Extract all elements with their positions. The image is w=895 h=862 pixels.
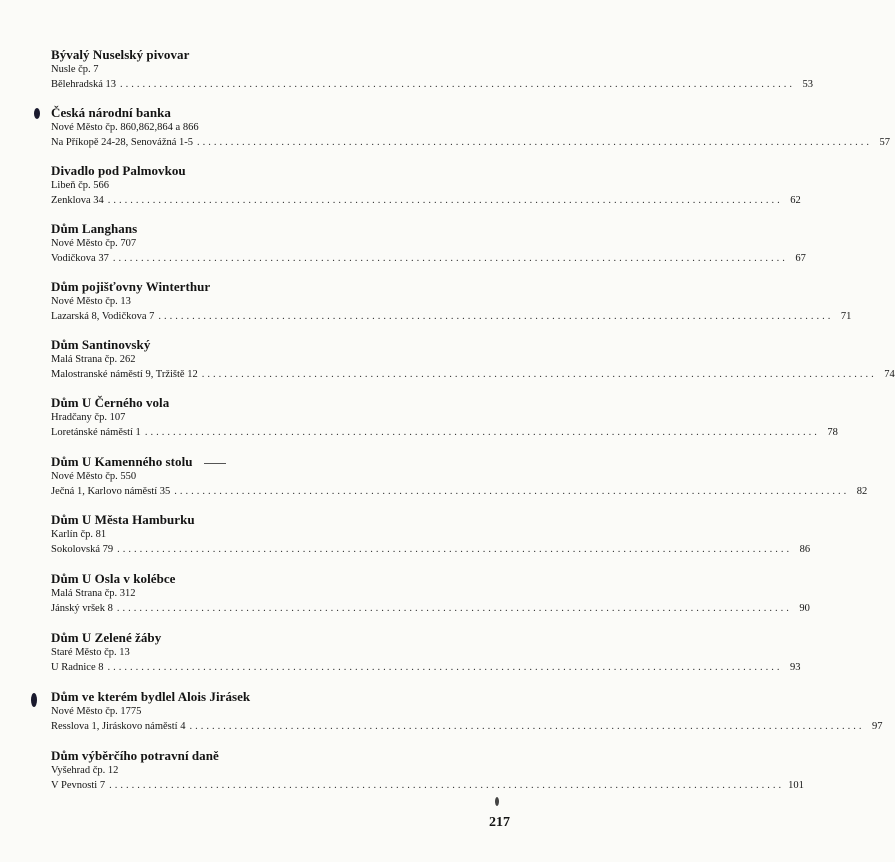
entry-address: Na Příkopě 24-28, Senovážná 1-5 <box>51 137 194 148</box>
entry-address: U Radnice 8 <box>51 662 104 673</box>
entry-address-row <box>51 252 806 266</box>
entry-title: Dům Langhans <box>51 221 138 236</box>
entry-address: Resslova 1, Jiráskovo náměstí 4 <box>51 721 186 732</box>
entry-title: Dům U Osla v kolébce <box>51 571 176 586</box>
entry-address: Vodičkova 37 <box>51 253 109 264</box>
entry-address: Bělehradská 13 <box>51 79 117 90</box>
dot-leader: ........................................................................................................................ <box>107 662 783 673</box>
page-number: 217 <box>489 815 510 830</box>
entry-district: Nové Město čp. 13 <box>51 296 131 307</box>
dot-leader: ........................................................................................................................ <box>109 780 785 791</box>
entry-title: Dům U Černého vola <box>51 395 170 410</box>
entry-district: Vyšehrad čp. 12 <box>51 765 119 776</box>
entry-page-number: 71 <box>840 311 852 322</box>
entry-page-number: 53 <box>802 79 814 90</box>
entry-address-row <box>51 543 811 557</box>
toc-entry <box>51 105 891 150</box>
entry-page-number: 82 <box>856 486 868 497</box>
toc-entry <box>51 337 895 382</box>
dot-leader: ........................................................................................................................ <box>112 253 788 264</box>
entry-address: Sokolovská 79 <box>51 544 114 555</box>
entry-title: Česká národní banka <box>51 105 171 120</box>
toc-entry <box>51 454 868 499</box>
entry-page-number: 74 <box>884 369 895 380</box>
entry-title: Dům výběrčího potravní daně <box>51 748 219 763</box>
dot-leader: ........................................................................................................................ <box>158 311 834 322</box>
entry-page-number: 57 <box>879 137 891 148</box>
dot-leader: ........................................................................................................................ <box>120 79 796 90</box>
toc-entry <box>51 47 814 92</box>
entry-address-row <box>51 602 810 616</box>
entry-title: Dům pojišťovny Winterthur <box>51 279 211 294</box>
entry-page-number: 93 <box>790 662 801 673</box>
entry-address: Zenklova 34 <box>51 195 104 206</box>
toc-entry <box>51 689 883 734</box>
entry-district: Nové Město čp. 707 <box>51 238 137 249</box>
entry-address-row <box>51 310 852 324</box>
entry-title: Bývalý Nuselský pivovar <box>51 47 190 62</box>
toc-entry <box>51 571 810 616</box>
entry-title: Divadlo pod Palmovkou <box>51 163 186 178</box>
toc-entry <box>51 512 811 557</box>
entry-title: Dům U Města Hamburku <box>51 512 195 527</box>
dot-leader: ........................................................................................................................ <box>197 137 873 148</box>
entry-address-row <box>51 136 891 150</box>
toc-entry <box>51 163 801 208</box>
dot-leader: ........................................................................................................................ <box>117 544 793 555</box>
entry-page-number: 90 <box>799 603 810 614</box>
dot-leader: ........................................................................................................................ <box>144 427 820 438</box>
toc-entry <box>51 395 838 440</box>
entry-address-row <box>51 661 801 675</box>
entry-address: Loretánské náměstí 1 <box>51 427 141 438</box>
dot-leader: ........................................................................................................................ <box>189 721 865 732</box>
entry-district: Libeň čp. 566 <box>51 180 110 191</box>
entry-page-number: 67 <box>795 253 806 264</box>
toc-entry <box>51 748 804 793</box>
entry-address: Jánský vršek 8 <box>51 603 113 614</box>
entry-title: Dům ve kterém bydlel Alois Jirásek <box>51 689 251 704</box>
entry-district: Staré Město čp. 13 <box>51 647 130 658</box>
toc-entry <box>51 630 801 675</box>
entry-district: Nové Město čp. 550 <box>51 471 137 482</box>
entry-page-number: 97 <box>871 721 883 732</box>
entry-district: Malá Strana čp. 312 <box>51 588 136 599</box>
entry-address: Lazarská 8, Vodičkova 7 <box>51 311 155 322</box>
entry-district: Malá Strana čp. 262 <box>51 354 136 365</box>
entry-page-number: 78 <box>827 427 838 438</box>
entry-address-row <box>51 720 883 734</box>
entry-address-row <box>51 485 868 499</box>
entry-title: Dům U Zelené žáby <box>51 630 162 645</box>
entry-address-row <box>51 779 804 793</box>
entry-address-row <box>51 426 838 440</box>
entry-address-row <box>51 78 814 92</box>
entry-address-row <box>51 194 801 208</box>
entry-district: Nusle čp. 7 <box>51 64 99 75</box>
dot-leader: ........................................................................................................................ <box>174 486 850 497</box>
entry-address: V Pevnosti 7 <box>51 780 106 791</box>
dot-leader: ........................................................................................................................ <box>201 369 877 380</box>
entry-address-row <box>51 368 895 382</box>
entry-address: Ječná 1, Karlovo náměstí 35 <box>51 486 171 497</box>
toc-entry <box>51 279 852 324</box>
pencil-stroke <box>204 463 226 464</box>
entry-title: Dům Santinovský <box>51 337 151 352</box>
margin-ink-mark <box>31 693 37 707</box>
entry-district: Hradčany čp. 107 <box>51 412 126 423</box>
pencil-tick-mark <box>495 797 499 806</box>
entry-page-number: 62 <box>790 195 801 206</box>
entry-address: Malostranské náměstí 9, Tržiště 12 <box>51 369 198 380</box>
entry-title: Dům U Kamenného stolu <box>51 454 193 469</box>
margin-ink-mark <box>34 108 40 119</box>
dot-leader: ........................................................................................................................ <box>116 603 792 614</box>
entry-district: Karlín čp. 81 <box>51 529 107 540</box>
dot-leader: ........................................................................................................................ <box>107 195 783 206</box>
toc-entry <box>51 221 806 266</box>
entry-district: Nové Město čp. 860,862,864 a 866 <box>51 122 199 133</box>
entry-page-number: 86 <box>799 544 811 555</box>
entry-page-number: 101 <box>788 780 804 791</box>
entry-district: Nové Město čp. 1775 <box>51 706 142 717</box>
